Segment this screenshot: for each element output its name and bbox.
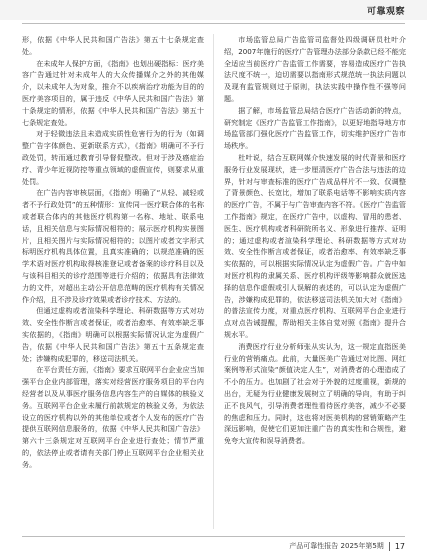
left-column (22, 34, 204, 529)
paragraph: 在广告内容审核层面，《指南》明确了“从轻、减轻或者不予行政处罚”的五种情形：宣传同一医疗联合体的名称或者联合体内的其他医疗机构第一名称、地址、联系电话，且相关信息与实际情况相符的；展示医疗机构实景图片，且相关图片与实际情况相符的；以图片或者文字形式标明医疗机构具体位置，且真实准确的；以规范准确的医学术语对医疗机构取得核准登记或者备案的诊疗科目以及与该科目相关的诊疗范围等进行介绍的；依据具有法律效力的文件，对超出主动公开信息范畴的医疗机构有关情况作介绍，且不涉及诊疗效果或者诊疗技术、方法的。 (22, 188, 204, 304)
paragraph: 杜叶说，结合互联网媒介快速发展的时代背景和医疗服务行业发展现状，进一步厘清医疗广告合法与违法的边界，针对与审查标准的医疗广告成品样片不一致、仅调整了背景颜色、长宽比，增加了联系电话等不影响实质内容的医疗广告，不属于与广告审查内容不符。《医疗广告监管工作指南》规定，在医疗广告中，以虚构、冒用的患者、医生、医疗机构或者科研院所名义、形象进行推荐、证明的；通过虚构或者渲染科学理论、科研数据等方式对功效、安全性作断言或者保证，或者治愈率、有效率缺乏事实依据的，可以根据实际情况认定为虚假广告。广告中如对医疗机构的隶属关系、医疗机构评级等影响群众就医选择的信息作虚假或引人误解的表述的，可以认定为虚假广告，涉嫌构成犯罪的，依法移送司法机关加大对《指南》的普法宣传力度，对重点医疗机构、互联网平台企业进行点对点告诫提醒，帮助相关主体自觉对照《指南》提升合规水平。 (224, 152, 406, 339)
paragraph: 在平台责任方面，《指南》要求互联网平台企业应当加强平台企业内部管理，落实对经营医疗服务项目的平台内经营者以及从事医疗服务信息内容生产的自媒体的核验义务。互联网平台企业未履行前款规定的核验义务，为依法设立的医疗机构以外的其他单位或者个人发布的医疗广告提供互联网信息服务的，依据《中华人民共和国广告法》第六十三条规定对互联网平台企业进行查处；情节严重的，依法停止或者请有关部门停止互联网平台企业相关业务。 (22, 365, 204, 469)
header-bar (0, 0, 427, 20)
paragraph: 形，依据《中华人民共和国广告法》第五十七条规定查处。 (22, 35, 204, 56)
paragraph: 据了解，市场监管总局结合医疗广告活动新的特点，研究制定《医疗广告监管工作指南》，以更好地指导地方市场监管部门强化医疗广告监管工作，切实维护医疗广告市场秩序。 (224, 105, 406, 151)
column-divider (213, 34, 214, 529)
footer-rule (22, 536, 405, 537)
paragraph: 对于轻微违法且未造成实质性危害行为的行为（如调整广告字体颜色、更新联系方式），《指南》明确可不予行政处罚，转而通过教育引导督促整改。但对于涉及癌症治疗、青少年近视防控等重点领域的虚假宣传，则要求从重处罚。 (22, 129, 204, 186)
paragraph: 市场监管总局广告监管司监督处四级调研员杜叶介绍，2007年施行的医疗广告管理办法部分条款已经不能完全适应当前医疗广告监管工作需要，容易造成医疗广告执法尺度不统一，迫切需要以指南形式规范统一执法问题以及现有监管规则过于原则，执法实践中操作性不强等问题。 (224, 35, 406, 103)
right-column (224, 34, 406, 529)
section-label: 可靠观察 (366, 7, 405, 17)
header-rule (22, 23, 405, 24)
page-footer (289, 540, 405, 552)
publication-name: 产品可靠性报告 2025年第5期 (289, 542, 384, 550)
paragraph: 在未成年人保护方面，《指南》也划出硬指标：医疗美容广告通过针对未成年人的大众传播媒介之外的其他媒介，以未成年人为对象，推介不以疾病治疗功能为目的的医疗美容项目的，属于违反《中华人民共和国广告法》第十条规定的情形，依据《中华人民共和国广告法》第五十七条规定查处。 (22, 58, 204, 127)
paragraph: 消费医疗行业分析师张从实认为，这一规定直指医美行业的营销痛点。此前，大量医美广告通过对比图、网红案例等形式渲染“颜值决定人生”，对消费者的心理造成了不小的压力。也加剧了社会对于外貌的过度重视，新规的出台，无疑为行业健康发展树立了明确的导向，有助于纠正不良风气，引导消费者理性看待医疗美容，减少不必要的焦虑和压力。同时，这也将对医美机构的营销策略产生深远影响，促使它们更加注重广告的真实性和合规性，避免夸大宣传和误导消费者。 (224, 341, 406, 446)
page-number: 17 (394, 541, 405, 551)
footer-separator (389, 542, 390, 551)
paragraph: 但通过虚构或者渲染科学理论、科研数据等方式对功效、安全性作断言或者保证，或者治愈率、有效率缺乏事实依据的，《指南》明确可以根据实际情况认定为虚假广告，依据《中华人民共和国广告法》第五十五条规定查处；涉嫌构成犯罪的，移送司法机关。 (22, 306, 204, 363)
